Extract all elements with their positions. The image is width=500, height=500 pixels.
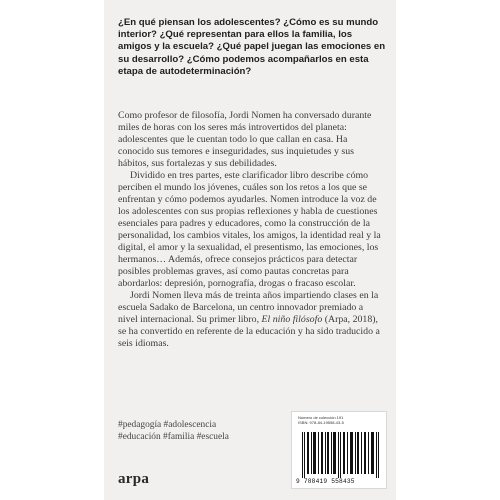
- lead-questions: ¿En qué piensan los adolescentes? ¿Cómo es su mundo interior? ¿Qué representan para ellos la familia, los amigos y la escuela? ¿Qué papel juegan las emociones en su desarrollo? ¿Cómo podemos acompañarlos en esta etapa de autodeterminación?: [118, 17, 386, 77]
- book-title-italic: El niño filósofo: [261, 314, 323, 325]
- blurb-paragraph-3: [118, 290, 384, 350]
- barcode-icon: [298, 432, 382, 478]
- book-back-cover: [104, 0, 396, 500]
- hashtags: [118, 419, 278, 444]
- publisher-logo: arpa: [118, 471, 150, 487]
- barcode-digits: 9 788419 558435: [296, 478, 355, 485]
- collection-number: Número de colección 191: [298, 415, 344, 420]
- isbn-text: ISBN: 978-84-19558-43-5: [298, 420, 344, 425]
- blurb-body: [118, 110, 384, 350]
- paragraph-text: Jordi Nomen lleva más de treinta años impartiendo clases en la escuela Sadako de Barcelona, un centro innovador premiado a nivel internacional. Su primer libro,: [118, 290, 379, 325]
- paragraph-text: Dividido en tres partes, este clarificador libro describe cómo perciben el mundo los jóvenes, cuáles son los retos a los que se enfrentan y cómo podemos ayudarles. Nomen introduce la voz de los adolescentes con sus propias reflexiones y habla de cuestiones esenciales para padres y educadores, como la construcción de la personalidad, los cambios vitales, los amigos, la identidad real y la digital, el amor y la sexualidad, el presentismo, las emociones, los hermanos… Además, ofrece consejos prácticos para detectar posibles problemas graves, así como pautas concretas para abordarlos: depresión, pornografía, drogas o fracaso escolar.: [118, 170, 381, 289]
- barcode-metadata: [298, 415, 344, 425]
- barcode-panel: [291, 411, 387, 489]
- hashtag-line-2: #educación #familia #escuela: [118, 432, 229, 443]
- paragraph-text: (Arpa, 2018), se ha convertido en referente de la educación y ha sido traducido a seis idiomas.: [118, 314, 380, 349]
- hashtag-line-1: #pedagogía #adolescencia: [118, 420, 217, 430]
- paragraph-text: Como profesor de filosofía, Jordi Nomen ha conversado durante miles de horas con los seres más introvertidos del planeta: adolescentes que le cuentan todo lo que callan en casa. Ha conocido sus temores e inseguridades, sus inquietudes y sus hábitos, sus fortalezas y sus debilidades.: [118, 110, 372, 169]
- blurb-paragraph-1: [118, 110, 384, 170]
- blurb-paragraph-2: [118, 170, 384, 290]
